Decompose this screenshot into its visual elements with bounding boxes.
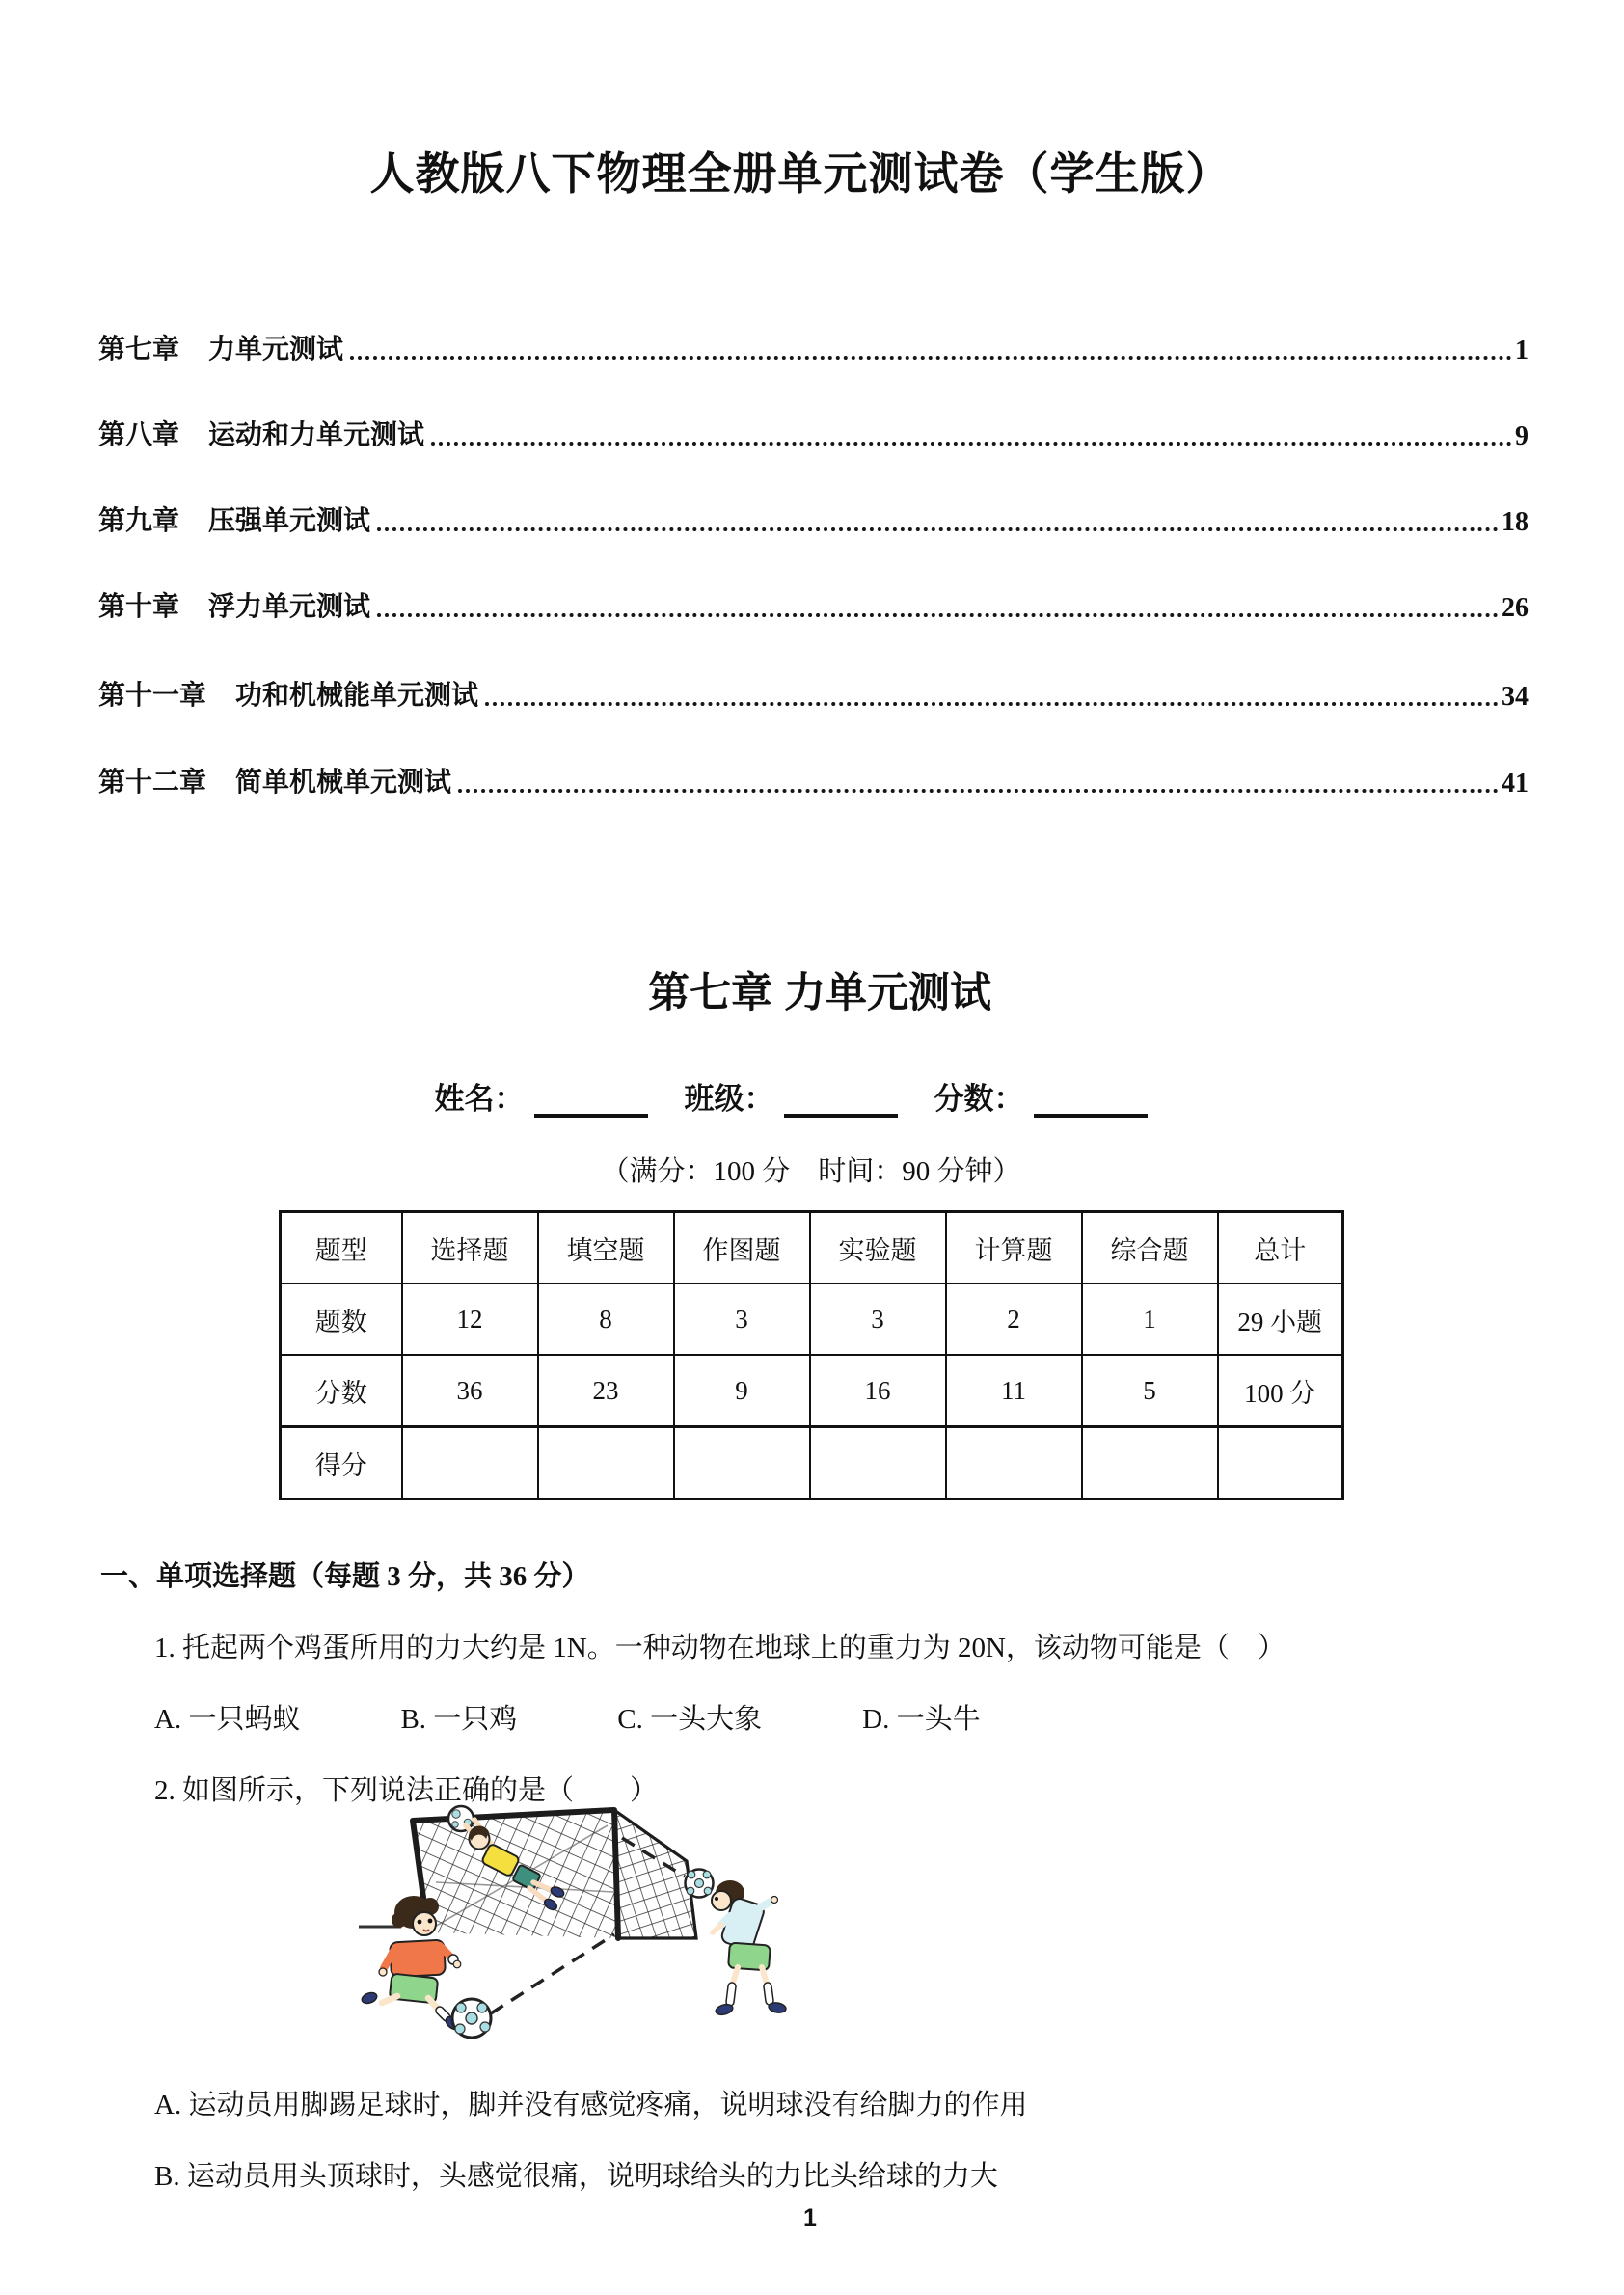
table-cell: 16	[810, 1355, 946, 1427]
score-label: 分数：	[934, 1082, 1024, 1116]
toc-page-number: 26	[1502, 593, 1529, 623]
toc-dotted-leader	[485, 702, 1499, 706]
toc-chapter-label: 第九章	[98, 505, 180, 535]
toc-dotted-leader	[431, 442, 1512, 446]
table-row-label: 得分	[281, 1427, 402, 1499]
kicker-shoe	[361, 1991, 378, 2006]
table-header-cell: 填空题	[538, 1212, 674, 1284]
table-row	[281, 1427, 1343, 1499]
name-blank-line	[534, 1079, 648, 1118]
table-cell	[674, 1427, 810, 1499]
toc-dotted-leader	[377, 613, 1499, 617]
summary-table	[279, 1210, 1344, 1500]
toc-entry-title: 运动和力单元测试	[208, 419, 425, 449]
toc-item	[98, 498, 1529, 538]
question-2-option-b: B. 运动员用头顶球时，头感觉很痛，说明球给头的力比头给球的力大	[154, 2161, 998, 2192]
score-blank-line	[1034, 1079, 1148, 1118]
table-cell: 11	[946, 1355, 1082, 1427]
table-row-label: 题数	[281, 1283, 402, 1355]
toc-page-number: 34	[1502, 682, 1529, 712]
table-header-cell: 总计	[1218, 1212, 1343, 1284]
question-2-option-a: A. 运动员用脚踢足球时，脚并没有感觉疼痛，说明球没有给脚力的作用	[154, 2090, 1028, 2120]
table-header-cell: 综合题	[1082, 1212, 1218, 1284]
toc-entry-title: 简单机械单元测试	[235, 767, 452, 796]
trajectory-dashed-line	[491, 1934, 614, 2013]
soccer-ball-kicked	[452, 1999, 491, 2038]
section-heading-note: （每题 3 分，共 36 分）	[296, 1561, 590, 1592]
toc-chapter-label: 第十一章	[98, 680, 207, 710]
toc-chapter-label: 第十二章	[98, 767, 207, 796]
table-cell: 5	[1082, 1355, 1218, 1427]
toc-item	[98, 326, 1529, 366]
table-cell: 100 分	[1218, 1355, 1343, 1427]
header-shoe	[715, 2003, 734, 2016]
table-header-cell: 实验题	[810, 1212, 946, 1284]
table-cell: 29 小题	[1218, 1283, 1343, 1355]
heading-player	[686, 1870, 787, 2017]
header-shoe	[768, 2002, 786, 2014]
table-cell: 1	[1082, 1283, 1218, 1355]
toc-chapter-label: 第八章	[98, 419, 180, 449]
toc-dotted-leader	[377, 527, 1499, 531]
chapter-heading: 第七章 力单元测试	[648, 970, 991, 1016]
question-1-options	[154, 1697, 981, 1737]
table-row-label: 分数	[281, 1355, 402, 1427]
class-blank-line	[784, 1079, 898, 1118]
toc-entry-title: 压强单元测试	[208, 505, 371, 535]
exam-meta: （满分：100 分 时间：90 分钟）	[601, 1156, 1021, 1187]
table-header-cell: 选择题	[402, 1212, 538, 1284]
student-info-row	[0, 1074, 1582, 1118]
soccer-scene-illustration	[289, 1792, 849, 2073]
kicker-head	[413, 1912, 436, 1935]
soccer-ball-headed	[686, 1870, 714, 1898]
question-section-heading	[100, 1554, 590, 1594]
table-header-row	[281, 1212, 1343, 1284]
toc-entry-title: 功和机械能单元测试	[235, 680, 479, 710]
toc-page-number: 1	[1515, 336, 1529, 365]
question-1-option-c: C. 一头大象	[617, 1704, 763, 1735]
toc-page-number: 9	[1515, 421, 1529, 451]
table-cell: 3	[810, 1283, 946, 1355]
toc-item	[98, 672, 1529, 713]
toc-entry-title: 浮力单元测试	[208, 591, 371, 621]
table-cell	[402, 1427, 538, 1499]
toc-chapter-label: 第十章	[98, 591, 180, 621]
table-cell: 2	[946, 1283, 1082, 1355]
toc-item	[98, 759, 1529, 799]
goal-side-net	[614, 1810, 696, 1938]
table-cell: 36	[402, 1355, 538, 1427]
toc-dotted-leader	[350, 356, 1512, 360]
table-cell	[810, 1427, 946, 1499]
name-label: 姓名：	[434, 1082, 525, 1116]
document-title: 人教版八下物理全册单元测试卷（学生版）	[369, 148, 1232, 199]
table-cell: 9	[674, 1355, 810, 1427]
table-cell	[538, 1427, 674, 1499]
table-cell	[946, 1427, 1082, 1499]
toc-dotted-leader	[458, 789, 1499, 793]
table-header-cell: 题型	[281, 1212, 402, 1284]
toc-entry-title: 力单元测试	[208, 334, 344, 364]
table-header-cell: 作图题	[674, 1212, 810, 1284]
question-1-option-b: B. 一只鸡	[400, 1704, 518, 1735]
table-cell: 3	[674, 1283, 810, 1355]
question-1-text: 1. 托起两个鸡蛋所用的力大约是 1N。一种动物在地球上的重力为 20N，该动物可能是（ ）	[154, 1633, 1286, 1663]
page-number: 1	[803, 2204, 817, 2231]
table-row	[281, 1355, 1343, 1427]
toc-page-number: 41	[1502, 769, 1529, 798]
toc-item	[98, 583, 1529, 624]
header-head	[712, 1891, 731, 1910]
table-header-cell: 计算题	[946, 1212, 1082, 1284]
table-cell	[1218, 1427, 1343, 1499]
table-cell: 12	[402, 1283, 538, 1355]
question-1-option-a: A. 一只蚂蚁	[154, 1704, 301, 1735]
question-2-text: 2. 如图所示，下列说法正确的是（ ）	[154, 1775, 659, 1806]
table-cell: 23	[538, 1355, 674, 1427]
table-row	[281, 1283, 1343, 1355]
table-cell	[1082, 1427, 1218, 1499]
toc-item	[98, 412, 1529, 452]
toc-chapter-label: 第七章	[98, 334, 180, 364]
class-label: 班级：	[684, 1082, 774, 1116]
table-cell: 8	[538, 1283, 674, 1355]
toc-page-number: 18	[1502, 507, 1529, 537]
section-heading-text: 一、单项选择题	[100, 1561, 297, 1592]
question-1-option-d: D. 一头牛	[862, 1704, 981, 1735]
